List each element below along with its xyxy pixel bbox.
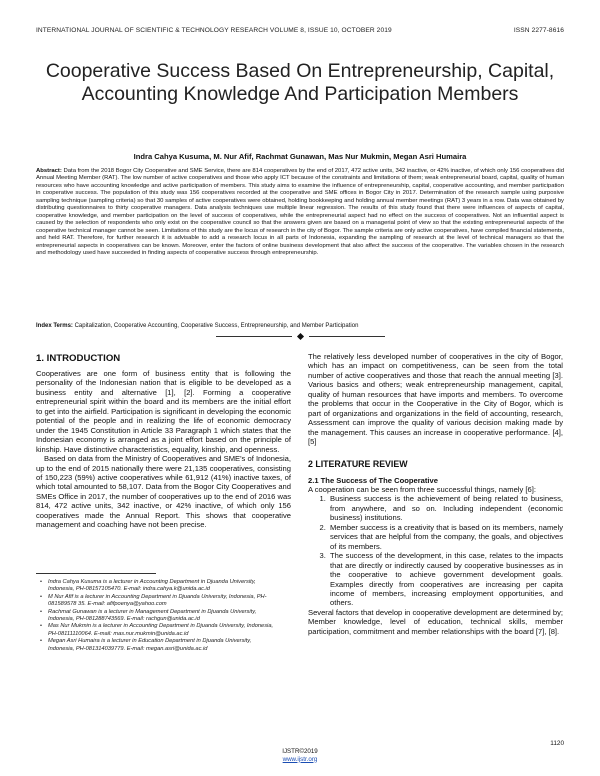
- page-number: 1120: [550, 740, 564, 747]
- bullet-icon: •: [40, 638, 42, 645]
- success-intro: A cooperation can be seen from three successful things, namely [6]:: [308, 484, 536, 494]
- footnote-item: • Rachmat Gunawan is a lecturer in Management Department in Djuanda University, Indonesia, PH-081288743569. E-mail: rachgun@unida.ac.id: [40, 608, 257, 623]
- bullet-icon: •: [40, 593, 42, 600]
- author-footnotes: [36, 579, 276, 653]
- footnote-item: • Mas Nur Mukmin is a lecturer in Accounting Department in Djuanda University, Indonesia, PH-08111110064. E-mail: mas.nur.mukmin@unida.ac.id: [40, 623, 274, 637]
- intro-paragraph-1: Cooperatives are one form of business entity that is following the personality of the Indonesian nation that is eligible to be developed as a business entity and alternative [1], [2]. Forming a cooperative entrepreneurial spirit within the board and its members are the initial effort to get into the airfield. Participation is significant in developing the economic potential of the people and in realizing the life of economic democracy under the 1945 Constitution in Article 33 Paragraph 1 which states that the Indonesian economy is arranged as a joint effort based on the principle of kinship. Have distinctive characteristics, equality, kinship, and openness.: [36, 369, 291, 454]
- author-list: Indra Cahya Kusuma, M. Nur Afif, Rachmat Gunawan, Mas Nur Mukmin, Megan Asri Humaira: [133, 152, 467, 161]
- copyright-code: IJSTR©2019: [282, 748, 318, 755]
- abstract-label: Abstract:: [36, 168, 62, 174]
- list-item: 2. Member success is a creativity that is based on its members, namely services that are helpful from the company, the goals, and objectives of its members.: [328, 523, 563, 551]
- footnote-rule: [36, 573, 156, 574]
- footnote-item: • Indra Cahya Kusuma is a lecturer in Accounting Department in Djuanda University, Indonesia, PH-08157105470. E-mail: indra.cahya.k@unida.ac.id: [40, 579, 256, 593]
- journal-link[interactable]: www.ijstr.org: [282, 755, 318, 763]
- literature-review-heading: 2 LITERATURE REVIEW: [308, 458, 408, 469]
- footnote-item: • M Nur Afif is a lecturer in Accounting Department in Djuanda University, Indonesia, PH-081589578 35. E-mail: afifpoenya@yahoo.com: [40, 593, 267, 608]
- bullet-icon: •: [40, 623, 42, 630]
- success-list: [308, 494, 563, 607]
- index-terms-text: Capitalization, Cooperative Accounting, Cooperative Success, Entrepreneurship, and Member Participation: [74, 323, 359, 329]
- page-footer: [0, 748, 600, 763]
- list-item: 1. Business success is the achievement of being related to business, from anywhere, and so on. Including independent (economic business) institutions.: [328, 494, 563, 522]
- bullet-icon: •: [40, 608, 42, 615]
- divider-line-right: [309, 336, 385, 337]
- abstract: [36, 168, 564, 257]
- index-terms-label: Index Terms:: [36, 323, 73, 329]
- intro-paragraph-3: The relatively less developed number of cooperatives in the city of Bogor, which has an impact on competitiveness, can be seen from the total number of active cooperatives and those that reach the annual meeting [3]. Various basics and others; weak entrepreneurship management, capital, quality of human resources that have imports and members. To overcome the problems that occur in the Cooperative in the City of Bogor, which is part of organizations and organizations in the field of accounting, research, Assessment can improve the quality of various decision making made by the management. This causes an increase in cooperative performance. [4], [5]: [308, 352, 563, 447]
- footnote-item: • Megan Asri Humaira is a lecturer in Education Department in Djuanda University, Indonesia, PH-081314039779. E-mail: megan.asri@unida.ac.id: [40, 638, 252, 652]
- divider-line-left: [216, 336, 292, 337]
- diamond-icon: [296, 333, 303, 340]
- paper-title: Cooperative Success Based On Entrepreneurship, Capital, Accounting Knowledge And Participation Members: [45, 60, 555, 105]
- left-column: [36, 352, 291, 530]
- section-divider: [200, 334, 400, 339]
- list-item: 3. The success of the development, in this case, relates to the impacts that are directly or indirectly caused by cooperative businesses as in the cooperative to achieve government development goals. Examples directly from cooperatives are increasing per capita income of members, increasing employment opportunities, and others.: [328, 551, 563, 608]
- issn: ISSN 2277-8616: [513, 27, 564, 34]
- abstract-text: Data from the 2018 Bogor City Cooperative and SME Service, there are 814 cooperatives by the end of 2017, 472 active units, 342 inactive, or 42% inactive, of which only 156 cooperatives did Annual Meeting Member (RAT). The low number of active cooperatives and those who apply ICT because of the constraints and limitations of them; weak entrepreneurial board, capital, quality of human resources who have accounting knowledge and active participation of members. This study aims to examine the influence of entrepreneurship, capital, cooperative accounting, and member participation in cooperative success. The population of this study was 156 cooperatives recorded at the cooperative and SME offices in Bogor City in 2017. Determination of the research sample using purposive sampling technique (sampling criteria) so that 30 samples of active cooperatives were obtained, holding bookkeeping and holding annual member meetings (RAT) 3 years in a row. Data was obtained by distributing questionnaires to thirty cooperative managers. Data analysis techniques use multiple linear regression. The results of this study found that there were influences of aspects of capital, cooperative knowledge, and member participation on the level of success of cooperatives, while the entrepreneurial aspect had no effect on the success of cooperatives. Not an influential aspect is caused by the selection of respondents who only exist on the cooperative council so that the answers given are based on a managerial point of view so that the existing entrepreneurial aspects of the cooperative technical manager cannot be seen. Limitations of this study are the locus of research in the city of Bogor. The sample criteria are only active cooperatives, have compiled financial statements, and held RAT. Therefore, for further research it is advisable to add a research locus in all parts of Indonesia, expanding the sampling of research at the level of technical managers so that the entrepreneurial aspects in cooperatives can be known. Moreover, enter the factors of online business development that also affect the success of the cooperative. The variables chosen in the research and methodology used have succeeded in finding aspects of cooperative success through entrepreneurship.: [36, 168, 565, 256]
- bullet-icon: •: [40, 579, 42, 585]
- index-terms: [36, 323, 564, 329]
- intro-heading: 1. INTRODUCTION: [36, 353, 121, 364]
- journal-header: [36, 27, 564, 34]
- subsection-heading: 2.1 The Success of The Cooperative: [308, 475, 438, 485]
- journal-name: INTERNATIONAL JOURNAL OF SCIENTIFIC & TECHNOLOGY RESEARCH VOLUME 8, ISSUE 10, OCTOBER 2019: [36, 27, 392, 34]
- factors-paragraph: Several factors that develop in cooperative development are determined by; Member knowledge, level of education, technical skills, member participation, commitment and member relationships with the board [7], [8].: [308, 607, 563, 636]
- intro-paragraph-2: Based on data from the Ministry of Cooperatives and SME's of Indonesia, up to the end of 2015 nationally there were 21,135 cooperatives, consisting of 150,223 (59%) active cooperatives while 61,912 (41%) inactive taxes, of which total amounted to 58,107. Data from the Bogor City Cooperatives and SMEs Office in 2017, the number of cooperatives up to the end of 2016 was 814, 472 active units, 342 inactive, or 42% inactive, of which only 156 cooperatives made the Annual Report. This shows that cooperative management and coaching have not been precise.: [36, 454, 291, 530]
- right-column: [308, 352, 563, 636]
